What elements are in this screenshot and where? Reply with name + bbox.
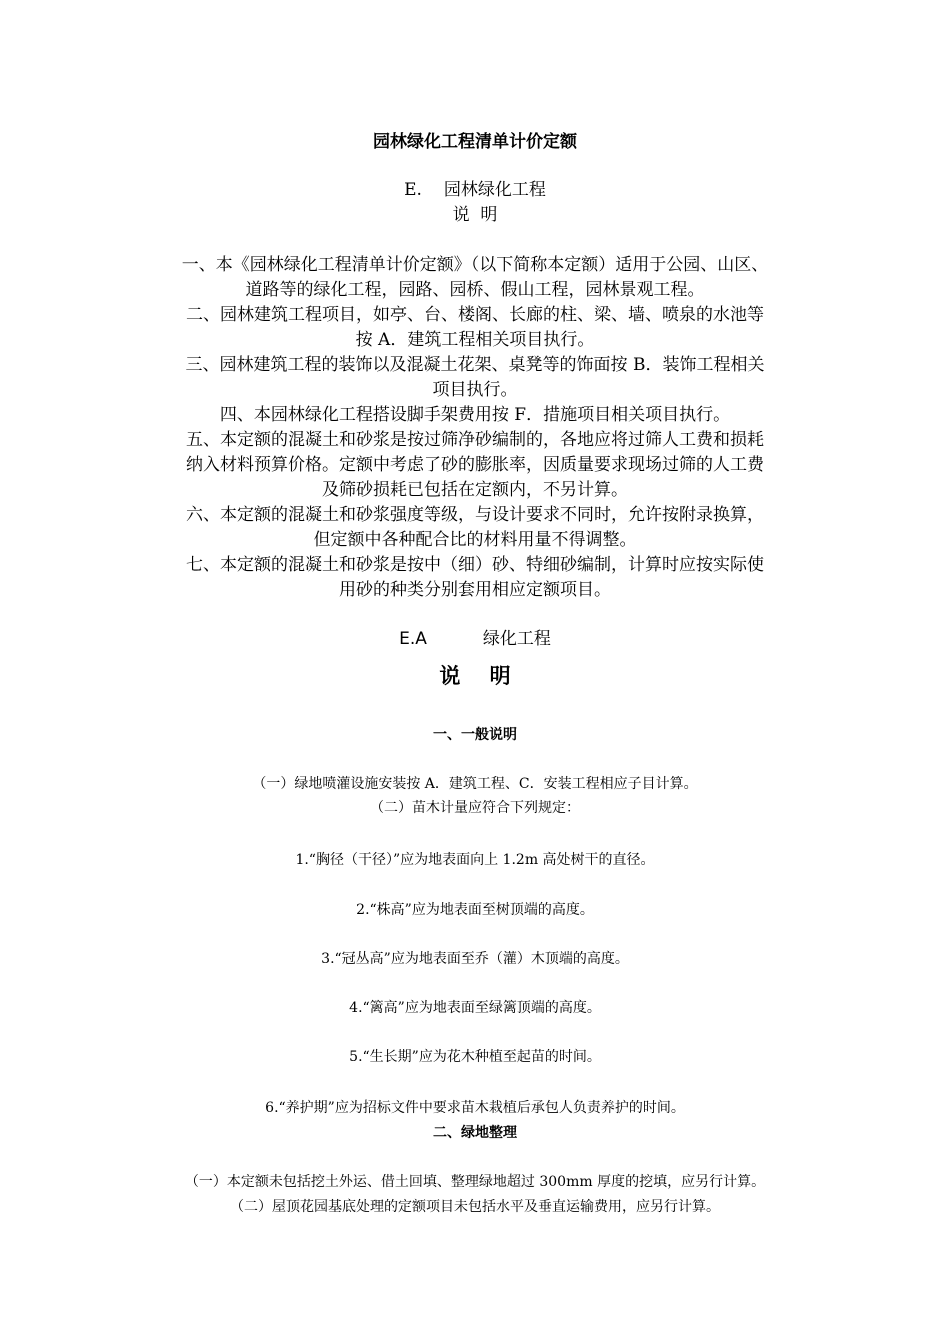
- section-e-name: 园林绿化工程: [443, 180, 546, 200]
- measurement-rule: 4.“篱高”应为地表面至绿篱顶端的高度。: [349, 1000, 601, 1016]
- paragraph-line: 但定额中各种配合比的材料用量不得调整。: [313, 530, 637, 550]
- measurement-rule: 6.“养护期”应为招标文件中要求苗木栽植后承包人负责养护的时间。: [265, 1100, 685, 1116]
- general-heading: 一、一般说明: [433, 727, 517, 743]
- paragraph-line: 按 A．建筑工程相关项目执行。: [355, 330, 595, 350]
- paragraph-line: 道路等的绿化工程，园路、园桥、假山工程，园林景观工程。: [245, 280, 705, 300]
- paragraph-line: 项目执行。: [432, 380, 518, 400]
- greenland-heading: 二、绿地整理: [433, 1125, 517, 1141]
- measurement-rule: 5.“生长期”应为花木种植至起苗的时间。: [349, 1049, 601, 1065]
- section-ea-name: 绿化工程: [482, 629, 551, 649]
- paragraph-line: 五、本定额的混凝土和砂浆是按过筛净砂编制的，各地应将过筛人工费和损耗: [186, 430, 764, 450]
- general-item: （一）绿地喷灌设施安装按 A．建筑工程、C．安装工程相应子目计算。: [252, 776, 698, 792]
- section-e-code: E.: [404, 180, 422, 200]
- section-ea-code: E.A: [399, 629, 427, 649]
- paragraph-line: 二、园林建筑工程项目，如亭、台、楼阁、长廊的柱、梁、墙、喷泉的水池等: [186, 305, 764, 325]
- section-ea-explanation-heading: 说 明: [439, 664, 511, 688]
- paragraph-line: 三、园林建筑工程的装饰以及混凝土花架、桌凳等的饰面按 B．装饰工程相关: [185, 355, 765, 375]
- document-title: 园林绿化工程清单计价定额: [373, 132, 577, 152]
- paragraph-line: 用砂的种类分别套用相应定额项目。: [339, 580, 611, 600]
- measurement-rule: 3.“冠丛高”应为地表面至乔（灌）木顶端的高度。: [321, 951, 629, 967]
- section-e-heading: [0, 175, 950, 200]
- paragraph-line: 四、本园林绿化工程搭设脚手架费用按 F．措施项目相关项目执行。: [219, 405, 731, 425]
- measurement-rule: 1.“胸径（干径）”应为地表面向上 1.2m 高处树干的直径。: [295, 852, 655, 868]
- measurement-rule: 2.“株高”应为地表面至树顶端的高度。: [356, 902, 594, 918]
- greenland-item: （二）屋顶花园基底处理的定额项目未包括水平及垂直运输费用，应另行计算。: [230, 1199, 720, 1215]
- paragraph-line: 七、本定额的混凝土和砂浆是按中（细）砂、特细砂编制，计算时应按实际使: [186, 555, 764, 575]
- general-item: （二）苗木计量应符合下列规定：: [370, 800, 580, 816]
- paragraph-line: 纳入材料预算价格。定额中考虑了砂的膨胀率，因质量要求现场过筛的人工费: [186, 455, 764, 475]
- paragraph-line: 六、本定额的混凝土和砂浆强度等级，与设计要求不同时，允许按附录换算，: [186, 505, 764, 525]
- section-ea-heading: [0, 624, 950, 649]
- paragraph-line: 一、本《园林绿化工程清单计价定额》（以下简称本定额）适用于公园、山区、: [181, 255, 769, 275]
- section-e-explanation-heading: 说 明: [452, 205, 498, 225]
- greenland-item: （一）本定额未包括挖土外运、借土回填、整理绿地超过 300mm 厚度的挖填，应另行计算。: [184, 1174, 766, 1190]
- paragraph-line: 及筛砂损耗已包括在定额内，不另计算。: [322, 480, 628, 500]
